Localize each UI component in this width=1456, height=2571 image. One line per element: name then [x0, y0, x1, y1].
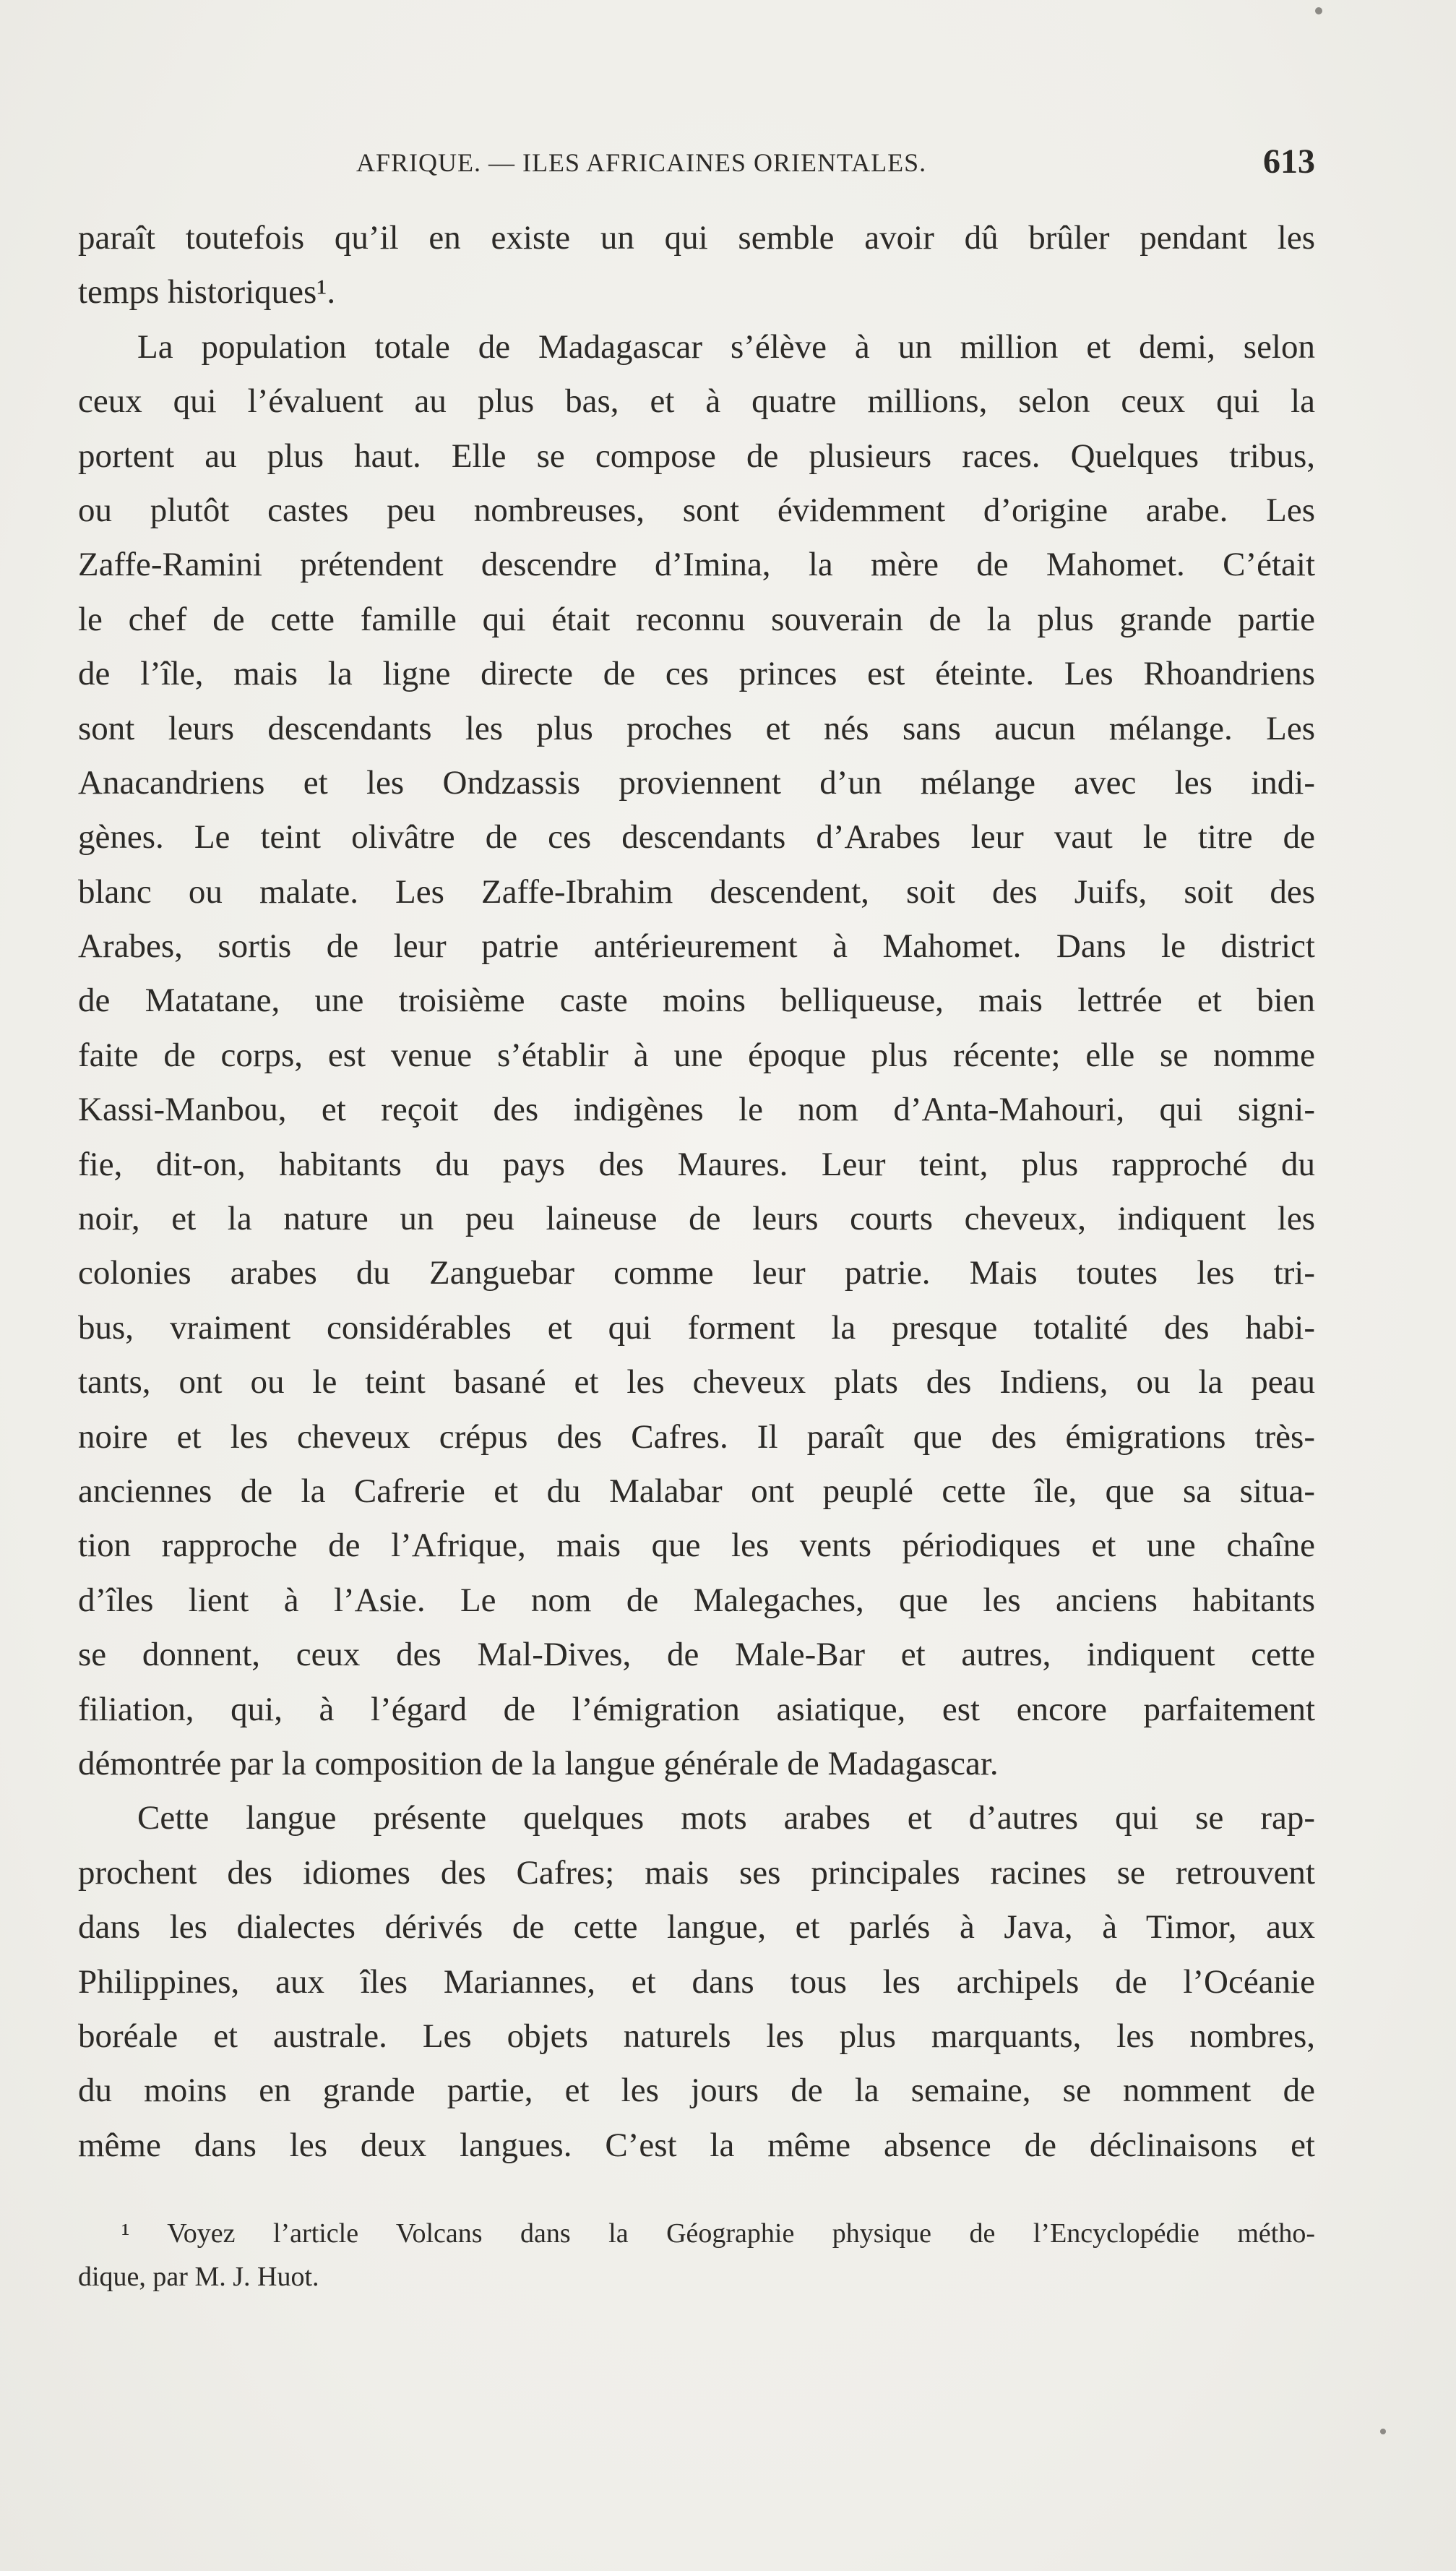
text-line: Philippines, aux îles Mariannes, et dans tous les archipels de l’Océanie: [78, 1962, 1315, 2001]
text-line: dans les dialectes dérivés de cette langue, et parlés à Java, à Timor, aux: [78, 1908, 1315, 1947]
text-line: portent au plus haut. Elle se compose de plusieurs races. Quelques tribus,: [78, 437, 1315, 475]
text-line: démontrée par la composition de la langue générale de Madagascar.: [78, 1744, 999, 1782]
text-line: colonies arabes du Zanguebar comme leur patrie. Mais toutes les tri-: [78, 1254, 1315, 1292]
body-text: [78, 211, 1315, 2173]
text-line: même dans les deux langues. C’est la même absence de déclinaisons et: [78, 2126, 1315, 2164]
footnote-line: dique, par M. J. Huot.: [78, 2262, 319, 2292]
paragraph-start-line: Cette langue présente quelques mots arabes et d’autres qui se rap-: [137, 1799, 1315, 1837]
text-line: fie, dit-on, habitants du pays des Maures. Leur teint, plus rapproché du: [78, 1145, 1315, 1183]
text-line: prochent des idiomes des Cafres; mais ses principales racines se retrouvent: [78, 1853, 1315, 1892]
text-line: le chef de cette famille qui était reconnu souverain de la plus grande partie: [78, 600, 1315, 638]
text-line: se donnent, ceux des Mal-Dives, de Male-Bar et autres, indiquent cette: [78, 1636, 1315, 1674]
running-title: AFRIQUE. — ILES AFRICAINES ORIENTALES.: [356, 148, 927, 177]
text-line: Kassi-Manbou, et reçoit des indigènes le nom d’Anta-Mahouri, qui signi-: [78, 1091, 1315, 1129]
text-line: temps historiques¹.: [78, 273, 336, 312]
text-line: anciennes de la Cafrerie et du Malabar ont peuplé cette île, que sa situa-: [78, 1472, 1315, 1510]
text-line: noire et les cheveux crépus des Cafres. Il paraît que des émigrations très-: [78, 1417, 1315, 1456]
text-line: gènes. Le teint olivâtre de ces descendants d’Arabes leur vaut le titre de: [78, 818, 1315, 857]
text-line: de Matatane, une troisième caste moins belliqueuse, mais lettrée et bien: [78, 982, 1315, 1020]
text-line: noir, et la nature un peu laineuse de leurs courts cheveux, indiquent les: [78, 1200, 1315, 1238]
text-line: Anacandriens et les Ondzassis proviennent d’un mélange avec les indi-: [78, 763, 1315, 802]
text-line: filiation, qui, à l’égard de l’émigration asiatique, est encore parfaitement: [78, 1690, 1315, 1728]
text-line: ou plutôt castes peu nombreuses, sont évidemment d’origine arabe. Les: [78, 491, 1315, 529]
text-line: Arabes, sortis de leur patrie antérieurement à Mahomet. Dans le district: [78, 927, 1315, 966]
text-line: de l’île, mais la ligne directe de ces princes est éteinte. Les Rhoandriens: [78, 655, 1315, 693]
text-line: sont leurs descendants les plus proches et nés sans aucun mélange. Les: [78, 709, 1315, 747]
page-header: [78, 142, 1315, 185]
footnotes: [78, 2212, 1315, 2299]
text-line: Zaffe-Ramini prétendent descendre d’Imina, la mère de Mahomet. C’était: [78, 546, 1315, 584]
text-line: bus, vraiment considérables et qui forment la presque totalité des habi-: [78, 1308, 1315, 1347]
footnote-line: ¹ Voyez l’article Volcans dans la Géographie physique de l’Encyclopédie métho-: [121, 2218, 1315, 2249]
text-line: boréale et australe. Les objets naturels les plus marquants, les nombres,: [78, 2017, 1315, 2055]
text-line: tion rapproche de l’Afrique, mais que les vents périodiques et une chaîne: [78, 1527, 1315, 1565]
text-line: d’îles lient à l’Asie. Le nom de Malegaches, que les anciens habitants: [78, 1581, 1315, 1619]
text-line: du moins en grande partie, et les jours de la semaine, se nomment de: [78, 2072, 1315, 2110]
text-line: paraît toutefois qu’il en existe un qui semble avoir dû brûler pendant les: [78, 219, 1315, 257]
paragraph-start-line: La population totale de Madagascar s’élève à un million et demi, selon: [137, 327, 1315, 366]
text-line: blanc ou malate. Les Zaffe-Ibrahim descendent, soit des Juifs, soit des: [78, 872, 1315, 911]
text-line: tants, ont ou le teint basané et les cheveux plats des Indiens, ou la peau: [78, 1363, 1315, 1402]
paper-speck: [1380, 2429, 1386, 2434]
page-number: 613: [1263, 142, 1315, 181]
paper-speck: [1315, 7, 1322, 14]
text-line: ceux qui l’évaluent au plus bas, et à quatre millions, selon ceux qui la: [78, 382, 1315, 421]
text-line: faite de corps, est venue s’établir à une époque plus récente; elle se nomme: [78, 1036, 1315, 1074]
